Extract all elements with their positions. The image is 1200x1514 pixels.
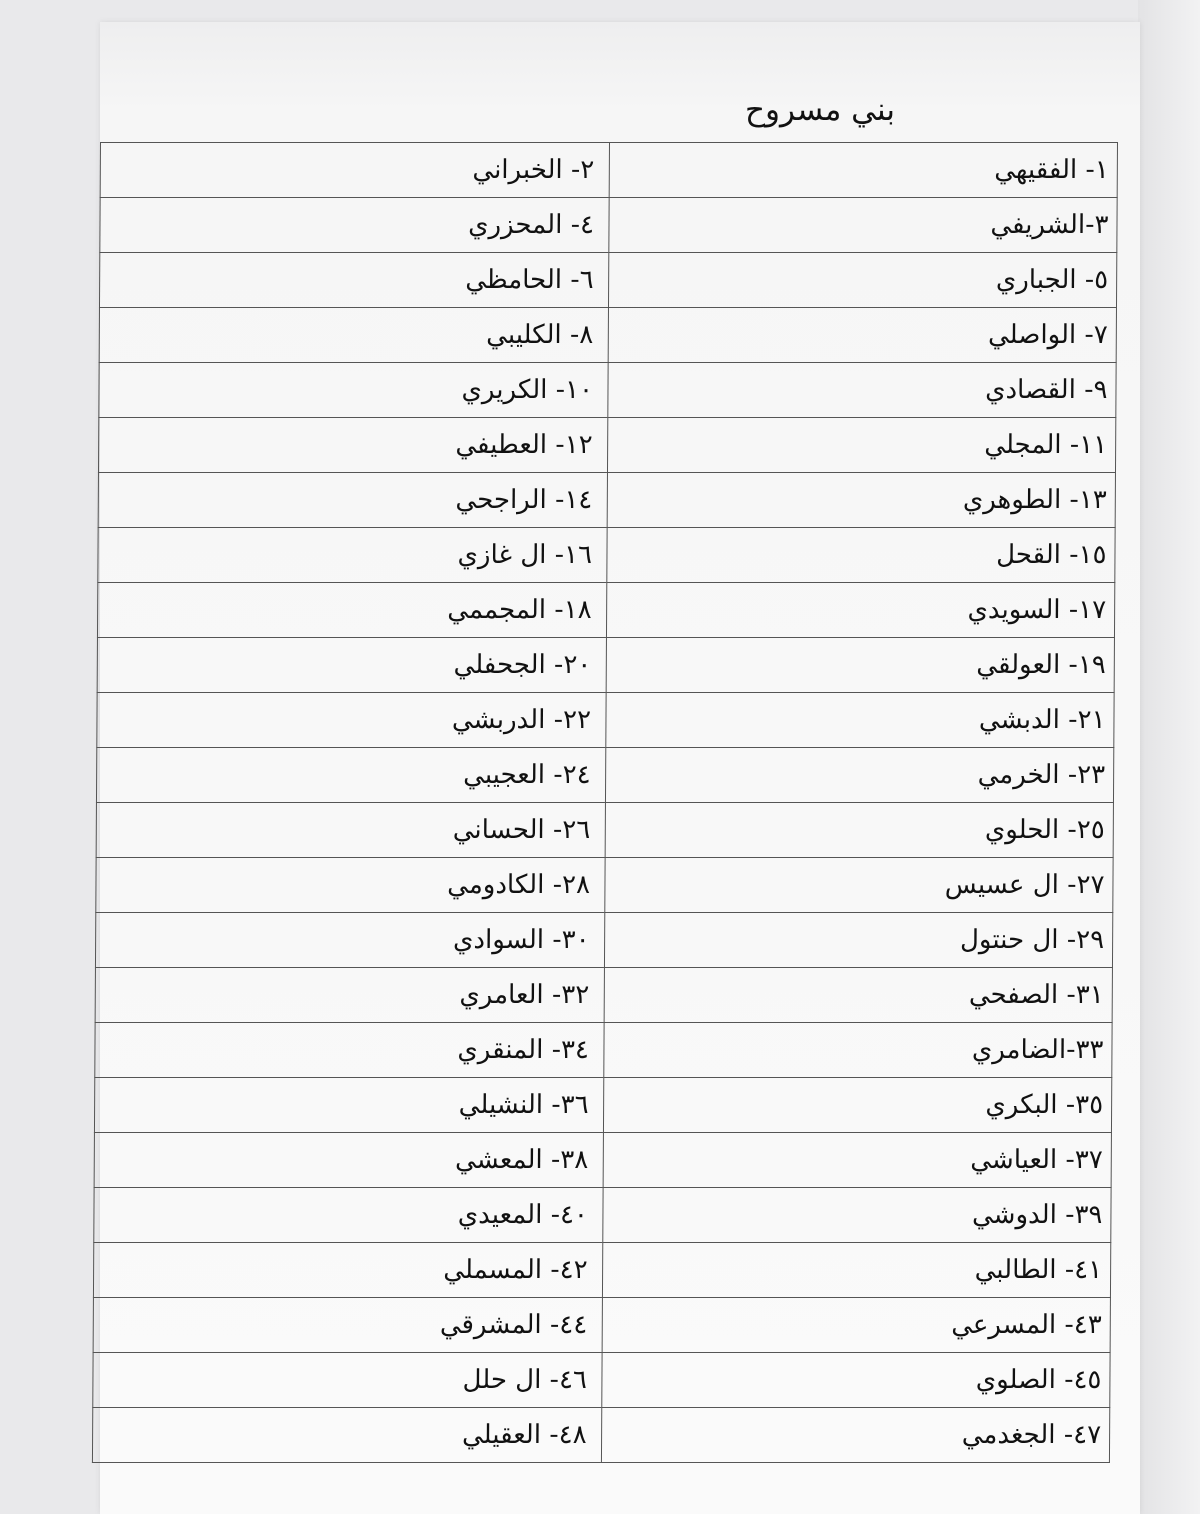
name-cell-left: ٤٦- ال حلل: [93, 1353, 602, 1408]
name-cell-left: ٤٠- المعيدي: [94, 1188, 603, 1243]
name-cell-left: ٤٢- المسملي: [93, 1243, 602, 1298]
name-cell-right: ٣٧- العياشي: [603, 1133, 1112, 1188]
background-edge: [1138, 0, 1200, 1514]
name-cell-right: ١٥- القحل: [606, 528, 1115, 583]
name-cell-left: ١٤- الراجحي: [98, 473, 607, 528]
name-cell-right: ٣٥- البكري: [603, 1078, 1112, 1133]
table-row: [95, 913, 1112, 968]
table-row: [100, 198, 1117, 253]
table-row: [98, 418, 1115, 473]
name-cell-left: ٣٦- النشيلي: [94, 1078, 603, 1133]
table-row: [97, 583, 1114, 638]
table-row: [95, 968, 1112, 1023]
name-cell-right: ٧- الواصلي: [608, 308, 1117, 363]
name-cell-right: ٣-الشريفي: [608, 198, 1117, 253]
table-row: [98, 473, 1115, 528]
table-row: [100, 143, 1117, 198]
name-cell-right: ٣١- الصفحي: [604, 968, 1113, 1023]
name-cell-left: ٣٤- المنقري: [95, 1023, 604, 1078]
name-cell-left: ٢٨- الكادومي: [96, 858, 605, 913]
table-row: [99, 308, 1116, 363]
name-cell-left: ١٦- ال غازي: [98, 528, 607, 583]
name-cell-left: ٦- الحامظي: [99, 253, 608, 308]
name-cell-left: ٣٨- المعشي: [94, 1133, 603, 1188]
table-row: [98, 528, 1115, 583]
name-cell-right: ١٧- السويدي: [606, 583, 1115, 638]
name-cell-right: ٣٩- الدوشي: [602, 1188, 1111, 1243]
name-cell-right: ٢١- الدبشي: [605, 693, 1114, 748]
name-cell-left: ١٨- المجممي: [97, 583, 606, 638]
name-cell-right: ٤١- الطالبي: [602, 1243, 1111, 1298]
table-row: [94, 1188, 1111, 1243]
name-cell-right: ١٣- الطوهري: [607, 473, 1116, 528]
table-row: [93, 1298, 1110, 1353]
name-cell-right: ٢٩- ال حنتول: [604, 913, 1113, 968]
name-cell-right: ١- الفقيهي: [609, 143, 1118, 198]
name-cell-left: ٢٦- الحساني: [96, 803, 605, 858]
table-row: [93, 1243, 1110, 1298]
table-row: [93, 1353, 1110, 1408]
name-cell-right: ٤٥- الصلوي: [601, 1353, 1110, 1408]
table-row: [92, 1408, 1109, 1463]
name-cell-right: ٣٣-الضامري: [603, 1023, 1112, 1078]
names-table-body: [92, 143, 1117, 1463]
name-cell-right: ٢٥- الحلوي: [605, 803, 1114, 858]
table-row: [95, 1023, 1112, 1078]
table-row: [96, 858, 1113, 913]
table-row: [96, 803, 1113, 858]
name-cell-left: ٣٢- العامري: [95, 968, 604, 1023]
table-row: [99, 363, 1116, 418]
table-row: [97, 638, 1114, 693]
name-cell-right: ٩- القصادي: [607, 363, 1116, 418]
name-cell-left: ٢٤- العجيبي: [96, 748, 605, 803]
table-row: [94, 1133, 1111, 1188]
name-cell-left: ١٢- العطيفي: [98, 418, 607, 473]
name-cell-left: ٨- الكليبي: [99, 308, 608, 363]
name-cell-left: ٢- الخبراني: [100, 143, 609, 198]
name-cell-left: ١٠- الكريري: [99, 363, 608, 418]
table-row: [97, 693, 1114, 748]
name-cell-right: ٢٧- ال عسيس: [604, 858, 1113, 913]
name-cell-right: ٤٣- المسرعي: [602, 1298, 1111, 1353]
name-cell-left: ٤٨- العقيلي: [92, 1408, 601, 1463]
name-cell-right: ١١- المجلي: [607, 418, 1116, 473]
name-cell-right: ١٩- العولقي: [606, 638, 1115, 693]
table-row: [99, 253, 1116, 308]
name-cell-right: ٤٧- الجغدمي: [601, 1408, 1110, 1463]
name-cell-right: ٢٣- الخرمي: [605, 748, 1114, 803]
name-cell-left: ٤٤- المشرقي: [93, 1298, 602, 1353]
name-cell-left: ٣٠- السوادي: [95, 913, 604, 968]
name-cell-left: ٤- المحزري: [100, 198, 609, 253]
table-row: [96, 748, 1113, 803]
table-row: [94, 1078, 1111, 1133]
names-table: [92, 142, 1118, 1463]
page-title: بني مسروح: [744, 92, 896, 128]
name-cell-left: ٢٠- الجحفلي: [97, 638, 606, 693]
name-cell-left: ٢٢- الدربشي: [97, 693, 606, 748]
name-cell-right: ٥- الجباري: [608, 253, 1117, 308]
